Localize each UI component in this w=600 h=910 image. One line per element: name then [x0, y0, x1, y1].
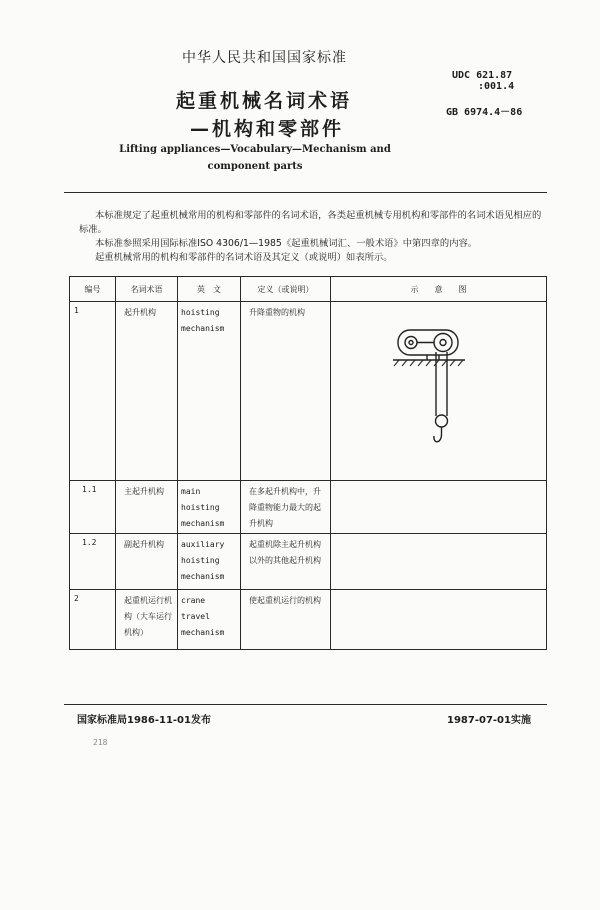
gb-code: GB 6974.4－86 [446, 107, 523, 118]
title-english-line1: Lifting appliances—Vocabulary—Mechanism and [119, 144, 391, 155]
row-term: 主起升机构 [116, 481, 178, 534]
intro-paragraph-2: 本标准参照采用国际标准ISO 4306/1—1985《起重机械词汇、一般术语》中第四章的内容。 [95, 238, 478, 249]
hook [434, 434, 442, 442]
row-number: 1.2 [70, 534, 116, 590]
motor-wheel-hub [409, 341, 413, 345]
row-number: 2 [70, 590, 116, 650]
table-header-row [70, 277, 547, 302]
hoisting-mechanism-diagram [331, 302, 545, 476]
column-header-term: 名词术语 [116, 277, 178, 302]
udc-code-suffix: :001.4 [478, 81, 515, 92]
row-english: crane travel mechanism [178, 590, 241, 650]
drum-wheel [434, 334, 452, 352]
row-definition: 升降重物的机构 [241, 302, 331, 481]
row-term: 起重机运行机构（大车运行机构） [116, 590, 178, 650]
row-english: main hoisting mechanism [178, 481, 241, 534]
title-english-line2: component parts [207, 161, 303, 172]
column-header-number: 编号 [70, 277, 116, 302]
row-number: 1 [70, 302, 116, 481]
table-row [70, 534, 547, 590]
udc-code: UDC 621.87 [452, 70, 513, 81]
row-diagram [331, 534, 547, 590]
header-rule [64, 192, 547, 193]
row-english: hoisting mechanism [178, 302, 241, 481]
table-row [70, 590, 547, 650]
row-diagram [331, 481, 547, 534]
hook-block [436, 415, 448, 427]
row-definition: 在多起升机构中，升降重物能力最大的起升机构 [241, 481, 331, 534]
motor-wheel [405, 337, 417, 349]
terms-table [69, 276, 547, 650]
effective-date: 1987-07-01实施 [447, 715, 531, 726]
row-english: auxiliary hoisting mechanism [178, 534, 241, 590]
row-number: 1.1 [70, 481, 116, 534]
table-row [70, 481, 547, 534]
issue-date: 国家标准局1986-11-01发布 [77, 715, 211, 726]
column-header-diagram: 示 意 图 [331, 277, 547, 302]
table-row [70, 302, 547, 481]
drum-wheel-hub [440, 340, 446, 346]
title-english [100, 141, 410, 175]
national-standard-header: 中华人民共和国国家标准 [182, 50, 347, 66]
row-diagram [331, 590, 547, 650]
page-number: 218 [93, 738, 108, 747]
row-term: 副起升机构 [116, 534, 178, 590]
column-header-definition: 定义（或说明） [241, 277, 331, 302]
row-definition: 起重机除主起升机构以外的其他起升机构 [241, 534, 331, 590]
column-header-english: 英 文 [178, 277, 241, 302]
hoisting-mechanism-diagram-cell [331, 302, 547, 481]
footer-rule [64, 704, 547, 705]
intro-paragraph-1: 本标准规定了起重机械常用的机构和零部件的名词术语，各类起重机械专用机构和零部件的名词术语见相应的标准。 [79, 210, 542, 235]
title-chinese-line2: —机构和零部件 [190, 118, 345, 140]
row-definition: 使起重机运行的机构 [241, 590, 331, 650]
title-chinese-line1: 起重机械名词术语 [176, 90, 353, 112]
row-term: 起升机构 [116, 302, 178, 481]
intro-paragraph-3: 起重机械常用的机构和零部件的名词术语及其定义（或说明）如表所示。 [95, 252, 393, 263]
